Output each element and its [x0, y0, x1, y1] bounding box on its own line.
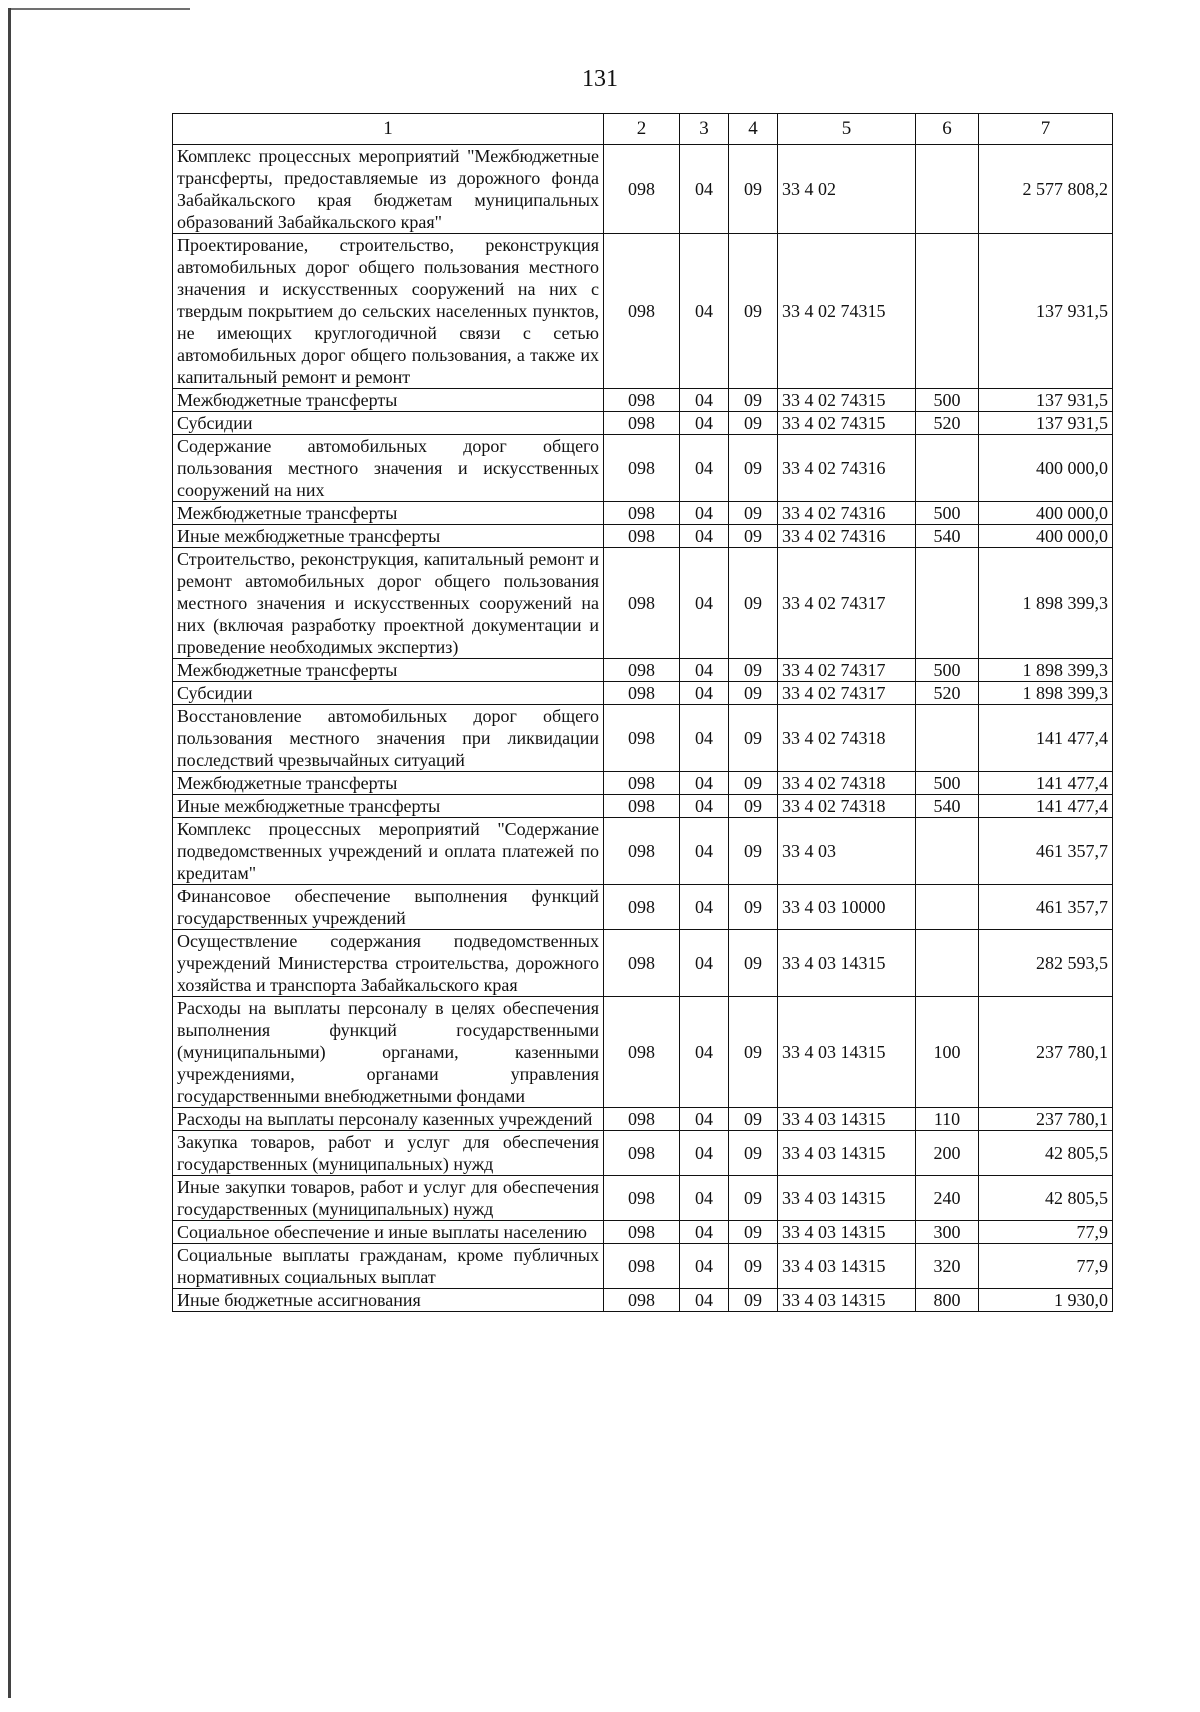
row-target-article-cell: 33 4 02 74318	[778, 705, 916, 772]
row-admin-code-cell: 098	[604, 502, 680, 525]
table-row	[173, 705, 1113, 772]
row-target-article-cell: 33 4 02 74315	[778, 412, 916, 435]
row-section-cell: 04	[680, 412, 729, 435]
row-target-article-cell: 33 4 02 74317	[778, 548, 916, 659]
row-admin-code-cell: 098	[604, 389, 680, 412]
row-section-cell: 04	[680, 930, 729, 997]
row-section-cell: 04	[680, 659, 729, 682]
scan-edge-line	[8, 8, 11, 1698]
row-name-cell: Иные бюджетные ассигнования	[173, 1289, 604, 1312]
column-header: 5	[778, 114, 916, 145]
table-row	[173, 412, 1113, 435]
row-target-article-cell: 33 4 03 14315	[778, 930, 916, 997]
table-row	[173, 930, 1113, 997]
row-target-article-cell: 33 4 03 14315	[778, 1289, 916, 1312]
row-target-article-cell: 33 4 03 10000	[778, 885, 916, 930]
row-section-cell: 04	[680, 818, 729, 885]
row-section-cell: 04	[680, 389, 729, 412]
row-name-cell: Расходы на выплаты персоналу в целях обеспечения выполнения функций государственными (муниципальными) органами, казенными учреждениями, органами управления государственными внебюджетными фондами	[173, 997, 604, 1108]
column-header: 4	[729, 114, 778, 145]
row-section-cell: 04	[680, 525, 729, 548]
row-section-cell: 04	[680, 1131, 729, 1176]
row-name-cell: Иные межбюджетные трансферты	[173, 795, 604, 818]
row-expense-type-cell: 240	[916, 1176, 979, 1221]
row-expense-type-cell: 500	[916, 389, 979, 412]
row-subsection-cell: 09	[729, 705, 778, 772]
table-row	[173, 818, 1113, 885]
row-target-article-cell: 33 4 03 14315	[778, 997, 916, 1108]
row-target-article-cell: 33 4 02 74316	[778, 525, 916, 548]
table-row	[173, 389, 1113, 412]
row-target-article-cell: 33 4 02 74318	[778, 795, 916, 818]
row-admin-code-cell: 098	[604, 1244, 680, 1289]
row-subsection-cell: 09	[729, 1244, 778, 1289]
row-name-cell: Финансовое обеспечение выполнения функций государственных учреждений	[173, 885, 604, 930]
row-amount-cell: 141 477,4	[979, 795, 1113, 818]
table-row	[173, 1289, 1113, 1312]
table-header-row	[173, 114, 1113, 145]
row-amount-cell: 77,9	[979, 1244, 1113, 1289]
table-row	[173, 885, 1113, 930]
row-target-article-cell: 33 4 03 14315	[778, 1131, 916, 1176]
table-body	[173, 145, 1113, 1312]
row-admin-code-cell: 098	[604, 1176, 680, 1221]
row-target-article-cell: 33 4 02 74315	[778, 234, 916, 389]
row-amount-cell: 400 000,0	[979, 525, 1113, 548]
row-subsection-cell: 09	[729, 682, 778, 705]
row-name-cell: Межбюджетные трансферты	[173, 502, 604, 525]
row-section-cell: 04	[680, 435, 729, 502]
row-expense-type-cell: 540	[916, 795, 979, 818]
row-expense-type-cell	[916, 930, 979, 997]
row-target-article-cell: 33 4 02 74317	[778, 659, 916, 682]
row-name-cell: Иные межбюджетные трансферты	[173, 525, 604, 548]
row-admin-code-cell: 098	[604, 435, 680, 502]
row-amount-cell: 137 931,5	[979, 412, 1113, 435]
row-section-cell: 04	[680, 234, 729, 389]
scan-top-line	[10, 8, 190, 10]
row-amount-cell: 282 593,5	[979, 930, 1113, 997]
row-name-cell: Субсидии	[173, 412, 604, 435]
row-amount-cell: 1 930,0	[979, 1289, 1113, 1312]
row-amount-cell: 237 780,1	[979, 997, 1113, 1108]
row-amount-cell: 1 898 399,3	[979, 682, 1113, 705]
row-section-cell: 04	[680, 1176, 729, 1221]
row-section-cell: 04	[680, 705, 729, 772]
row-amount-cell: 2 577 808,2	[979, 145, 1113, 234]
row-amount-cell: 1 898 399,3	[979, 659, 1113, 682]
row-target-article-cell: 33 4 03 14315	[778, 1221, 916, 1244]
row-admin-code-cell: 098	[604, 997, 680, 1108]
row-section-cell: 04	[680, 1244, 729, 1289]
row-subsection-cell: 09	[729, 818, 778, 885]
table-row	[173, 682, 1113, 705]
column-header: 6	[916, 114, 979, 145]
row-section-cell: 04	[680, 682, 729, 705]
row-expense-type-cell	[916, 548, 979, 659]
column-header: 1	[173, 114, 604, 145]
table-row	[173, 435, 1113, 502]
row-subsection-cell: 09	[729, 412, 778, 435]
row-amount-cell: 1 898 399,3	[979, 548, 1113, 659]
row-section-cell: 04	[680, 997, 729, 1108]
table-row	[173, 525, 1113, 548]
budget-table	[172, 113, 1113, 1312]
row-amount-cell: 137 931,5	[979, 389, 1113, 412]
row-amount-cell: 237 780,1	[979, 1108, 1113, 1131]
row-admin-code-cell: 098	[604, 772, 680, 795]
row-amount-cell: 42 805,5	[979, 1176, 1113, 1221]
row-section-cell: 04	[680, 772, 729, 795]
row-name-cell: Иные закупки товаров, работ и услуг для обеспечения государственных (муниципальных) нужд	[173, 1176, 604, 1221]
row-admin-code-cell: 098	[604, 682, 680, 705]
row-section-cell: 04	[680, 885, 729, 930]
table-row	[173, 772, 1113, 795]
row-subsection-cell: 09	[729, 930, 778, 997]
row-amount-cell: 141 477,4	[979, 772, 1113, 795]
row-expense-type-cell	[916, 234, 979, 389]
row-name-cell: Комплекс процессных мероприятий "Межбюджетные трансферты, предоставляемые из дорожного фонда Забайкальского края бюджетам муниципальных образований Забайкальского края"	[173, 145, 604, 234]
row-section-cell: 04	[680, 548, 729, 659]
row-admin-code-cell: 098	[604, 885, 680, 930]
row-admin-code-cell: 098	[604, 1289, 680, 1312]
row-subsection-cell: 09	[729, 1108, 778, 1131]
row-subsection-cell: 09	[729, 795, 778, 818]
row-admin-code-cell: 098	[604, 234, 680, 389]
row-admin-code-cell: 098	[604, 548, 680, 659]
row-admin-code-cell: 098	[604, 525, 680, 548]
table-row	[173, 548, 1113, 659]
row-name-cell: Межбюджетные трансферты	[173, 659, 604, 682]
row-admin-code-cell: 098	[604, 659, 680, 682]
row-expense-type-cell	[916, 818, 979, 885]
row-expense-type-cell: 500	[916, 659, 979, 682]
row-name-cell: Строительство, реконструкция, капитальный ремонт и ремонт автомобильных дорог общего пользования местного значения и искусственных сооружений на них (включая разработку проектной документации и проведение необходимых экспертиз)	[173, 548, 604, 659]
table-row	[173, 795, 1113, 818]
row-expense-type-cell: 500	[916, 772, 979, 795]
row-subsection-cell: 09	[729, 435, 778, 502]
row-target-article-cell: 33 4 03	[778, 818, 916, 885]
row-name-cell: Осуществление содержания подведомственных учреждений Министерства строительства, дорожного хозяйства и транспорта Забайкальского края	[173, 930, 604, 997]
row-admin-code-cell: 098	[604, 1108, 680, 1131]
table-row	[173, 1131, 1113, 1176]
column-header: 2	[604, 114, 680, 145]
row-subsection-cell: 09	[729, 525, 778, 548]
row-expense-type-cell	[916, 145, 979, 234]
page-number: 131	[582, 66, 618, 92]
row-expense-type-cell: 320	[916, 1244, 979, 1289]
row-name-cell: Межбюджетные трансферты	[173, 389, 604, 412]
row-subsection-cell: 09	[729, 1221, 778, 1244]
row-amount-cell: 141 477,4	[979, 705, 1113, 772]
row-expense-type-cell: 110	[916, 1108, 979, 1131]
row-name-cell: Закупка товаров, работ и услуг для обеспечения государственных (муниципальных) нужд	[173, 1131, 604, 1176]
row-target-article-cell: 33 4 02 74316	[778, 502, 916, 525]
row-admin-code-cell: 098	[604, 818, 680, 885]
row-name-cell: Содержание автомобильных дорог общего пользования местного значения и искусственных сооружений на них	[173, 435, 604, 502]
table-row	[173, 502, 1113, 525]
table-row	[173, 1176, 1113, 1221]
row-name-cell: Социальное обеспечение и иные выплаты населению	[173, 1221, 604, 1244]
table-row	[173, 145, 1113, 234]
row-expense-type-cell	[916, 885, 979, 930]
table-row	[173, 1108, 1113, 1131]
row-target-article-cell: 33 4 03 14315	[778, 1244, 916, 1289]
row-expense-type-cell: 200	[916, 1131, 979, 1176]
row-amount-cell: 461 357,7	[979, 818, 1113, 885]
row-subsection-cell: 09	[729, 234, 778, 389]
row-subsection-cell: 09	[729, 659, 778, 682]
row-name-cell: Проектирование, строительство, реконструкция автомобильных дорог общего пользования местного значения и искусственных сооружений на них с твердым покрытием до сельских населенных пунктов, не имеющих круглогодичной связи с сетью автомобильных дорог общего пользования, а также их капитальный ремонт и ремонт	[173, 234, 604, 389]
row-admin-code-cell: 098	[604, 795, 680, 818]
column-header: 7	[979, 114, 1113, 145]
row-subsection-cell: 09	[729, 772, 778, 795]
row-target-article-cell: 33 4 02	[778, 145, 916, 234]
row-admin-code-cell: 098	[604, 930, 680, 997]
column-header: 3	[680, 114, 729, 145]
row-name-cell: Межбюджетные трансферты	[173, 772, 604, 795]
row-expense-type-cell: 520	[916, 682, 979, 705]
row-amount-cell: 42 805,5	[979, 1131, 1113, 1176]
row-expense-type-cell: 500	[916, 502, 979, 525]
row-target-article-cell: 33 4 02 74318	[778, 772, 916, 795]
table-row	[173, 659, 1113, 682]
row-admin-code-cell: 098	[604, 412, 680, 435]
row-expense-type-cell	[916, 435, 979, 502]
row-target-article-cell: 33 4 02 74316	[778, 435, 916, 502]
row-admin-code-cell: 098	[604, 1221, 680, 1244]
row-section-cell: 04	[680, 1289, 729, 1312]
row-target-article-cell: 33 4 03 14315	[778, 1176, 916, 1221]
row-section-cell: 04	[680, 502, 729, 525]
row-subsection-cell: 09	[729, 502, 778, 525]
table-row	[173, 234, 1113, 389]
table-row	[173, 1244, 1113, 1289]
row-admin-code-cell: 098	[604, 705, 680, 772]
row-section-cell: 04	[680, 1108, 729, 1131]
row-admin-code-cell: 098	[604, 145, 680, 234]
row-subsection-cell: 09	[729, 389, 778, 412]
row-subsection-cell: 09	[729, 1176, 778, 1221]
row-admin-code-cell: 098	[604, 1131, 680, 1176]
row-name-cell: Комплекс процессных мероприятий "Содержание подведомственных учреждений и оплата платежей по кредитам"	[173, 818, 604, 885]
row-name-cell: Субсидии	[173, 682, 604, 705]
table-row	[173, 1221, 1113, 1244]
row-amount-cell: 461 357,7	[979, 885, 1113, 930]
row-subsection-cell: 09	[729, 1289, 778, 1312]
row-expense-type-cell: 300	[916, 1221, 979, 1244]
row-subsection-cell: 09	[729, 548, 778, 659]
row-name-cell: Восстановление автомобильных дорог общего пользования местного значения при ликвидации последствий чрезвычайных ситуаций	[173, 705, 604, 772]
row-amount-cell: 400 000,0	[979, 502, 1113, 525]
row-subsection-cell: 09	[729, 1131, 778, 1176]
row-expense-type-cell: 100	[916, 997, 979, 1108]
row-expense-type-cell: 800	[916, 1289, 979, 1312]
row-amount-cell: 77,9	[979, 1221, 1113, 1244]
row-section-cell: 04	[680, 145, 729, 234]
row-target-article-cell: 33 4 02 74317	[778, 682, 916, 705]
row-subsection-cell: 09	[729, 885, 778, 930]
row-amount-cell: 137 931,5	[979, 234, 1113, 389]
table-row	[173, 997, 1113, 1108]
row-section-cell: 04	[680, 795, 729, 818]
row-section-cell: 04	[680, 1221, 729, 1244]
row-expense-type-cell: 540	[916, 525, 979, 548]
row-subsection-cell: 09	[729, 145, 778, 234]
row-name-cell: Расходы на выплаты персоналу казенных учреждений	[173, 1108, 604, 1131]
row-expense-type-cell	[916, 705, 979, 772]
row-target-article-cell: 33 4 02 74315	[778, 389, 916, 412]
row-target-article-cell: 33 4 03 14315	[778, 1108, 916, 1131]
row-subsection-cell: 09	[729, 997, 778, 1108]
row-name-cell: Социальные выплаты гражданам, кроме публичных нормативных социальных выплат	[173, 1244, 604, 1289]
row-expense-type-cell: 520	[916, 412, 979, 435]
row-amount-cell: 400 000,0	[979, 435, 1113, 502]
